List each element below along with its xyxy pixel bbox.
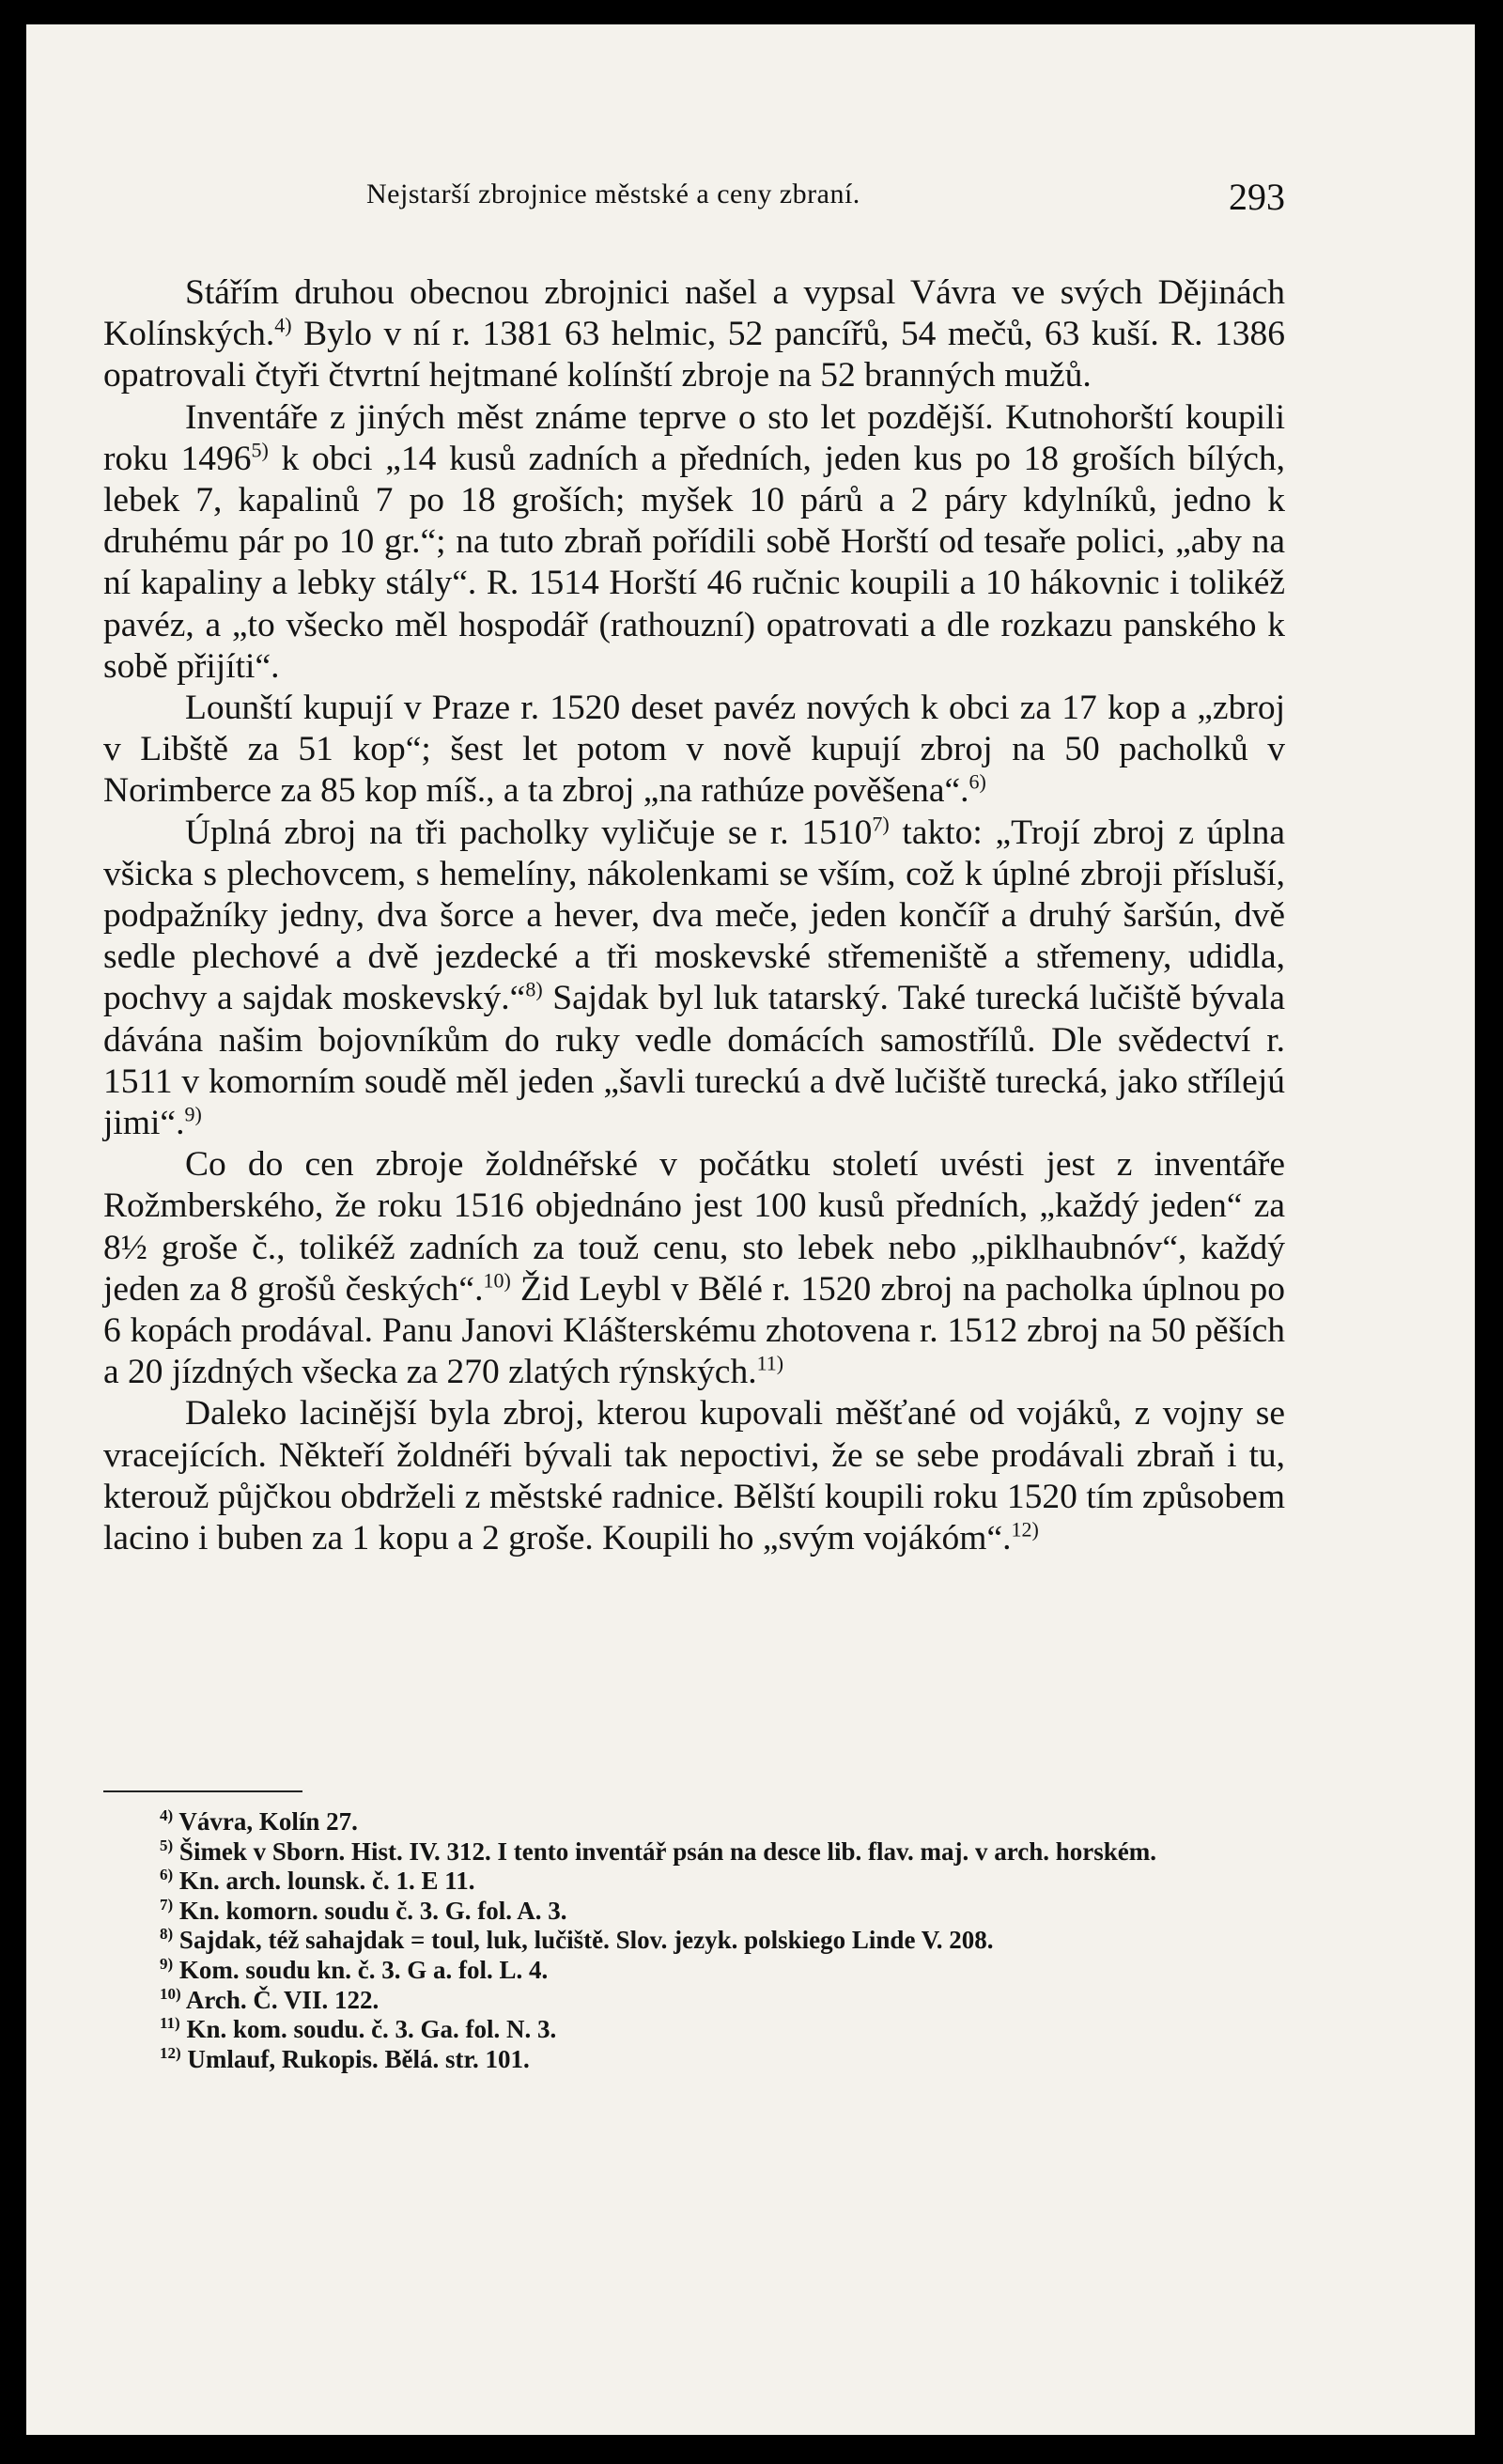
paragraph xyxy=(103,397,1285,688)
footnote xyxy=(103,2045,1285,2075)
footnote-text: Umlauf, Rukopis. Bělá. str. 101. xyxy=(180,2044,530,2073)
paragraph xyxy=(103,1144,1285,1393)
footnote-text: Kn. arch. lounsk. č. 1. E 11. xyxy=(173,1867,475,1896)
footnote-ref: 11) xyxy=(756,1351,784,1375)
footnote xyxy=(103,1956,1285,1986)
footnote-text: Sajdak, též sahajdak = toul, luk, lučiště. Slov. jezyk. polskiego Linde V. 208. xyxy=(173,1926,994,1955)
footnote xyxy=(103,1986,1285,2016)
footnote-ref: 5) xyxy=(251,438,269,462)
text-run: Úplná zbroj na tři pacholky vyličuje se r. 1510 xyxy=(185,813,873,852)
text-run: Žid Leybl v Bělé r. 1520 zbroj na pacholka úplnou po 6 kopách prodával. Panu Janovi Klášterskému zhotovena r. 1512 zbroj na 50 pěších a 20 jízdných všecka za 270 zlatých rýnských. xyxy=(103,1269,1285,1392)
footnote-mark: 4) xyxy=(160,1806,174,1824)
footnote-divider xyxy=(103,1790,302,1792)
text-run: Sajdak byl luk tatarský. Také turecká lučiště bývala dávána našim bojovníkům do ruky vedle domácích samostřílů. Dle svědectví r. 1511 v komorním soudě měl jeden „šavli tureckú a dvě lučiště turecká, jako střílejú jimi“. xyxy=(103,979,1285,1143)
footnote-mark: 10) xyxy=(160,1984,181,2003)
footnote-ref: 4) xyxy=(274,313,292,337)
footnote-mark: 8) xyxy=(160,1925,174,1944)
running-title: Nejstarší zbrojnice městské a ceny zbraní. xyxy=(366,178,860,209)
text-run: Lounští kupují v Praze r. 1520 deset pavéz nových k obci za 17 kop a „zbroj v Libště za 51 kop“; šest let potom v nově kupují zbroj na 50 pacholků v Norimberce za 85 kop míš., a ta zbroj „na rathúze pověšena“. xyxy=(103,689,1285,811)
paragraph xyxy=(103,688,1285,813)
footnote-mark: 5) xyxy=(160,1836,174,1854)
footnote-ref: 12) xyxy=(1011,1517,1039,1542)
footnote-ref: 7) xyxy=(872,812,890,836)
footnote-text: Kom. soudu kn. č. 3. G a. fol. L. 4. xyxy=(173,1955,549,1984)
text-run: Co do cen zbroje žoldnéřské v počátku století uvésti jest z inventáře Rožmberského, že roku 1516 objednáno jest 100 kusů předních, „každý jeden“ za 8½ groše č., tolikéž zadních za touž cenu, sto lebek nebo „piklhaubnóv“, každý jeden za 8 grošů českých“. xyxy=(103,1145,1285,1309)
paragraph xyxy=(103,813,1285,1145)
paragraph xyxy=(103,1393,1285,1559)
footnote xyxy=(103,1807,1285,1837)
footnote xyxy=(103,1837,1285,1867)
footnote-mark: 7) xyxy=(160,1895,174,1914)
page-header xyxy=(103,178,1285,235)
text-run: Bylo v ní r. 1381 63 helmic, 52 pancířů, 54 mečů, 63 kuší. R. 1386 opatrovali čtyři čtvrtní hejtmané kolínští zbroje na 52 branných mužů. xyxy=(103,315,1285,395)
page-number: 293 xyxy=(1229,176,1285,218)
text-run: Stářím druhou obecnou zbrojnici našel a vypsal Vávra ve svých Dějinách Kolínských. xyxy=(103,273,1285,354)
footnote-ref: 9) xyxy=(184,1102,202,1126)
footnote-mark: 9) xyxy=(160,1954,174,1973)
body-text xyxy=(103,272,1285,1559)
footnote-text: Šimek v Sborn. Hist. IV. 312. I tento inventář psán na desce lib. flav. maj. v arch. horském. xyxy=(173,1836,1157,1866)
text-run: Daleko lacinější byla zbroj, kterou kupovali měšťané od vojáků, z vojny se vracejících. Někteří žoldnéři bývali tak nepoctivi, že se sebe prodávali zbraň i tu, kterouž půjčkou obdrželi z městské radnice. Bělští koupili roku 1520 tím způsobem lacino i buben za 1 kopu a 2 groše. Koupili ho „svým vojákóm“. xyxy=(103,1394,1285,1558)
footnote-text: Kn. kom. soudu. č. 3. Ga. fol. N. 3. xyxy=(179,2015,557,2044)
footnote-text: Arch. Č. VII. 122. xyxy=(180,1985,380,2014)
footnote-text: Kn. komorn. soudu č. 3. G. fol. A. 3. xyxy=(173,1896,567,1925)
footnote-mark: 12) xyxy=(160,2043,181,2062)
text-run: takto: „Trojí zbroj z úplna všicka s plechovcem, s hemelíny, nákolenkami se vším, což k úplné zbroji přísluší, podpažníky jedny, dva šorce a hever, dva meče, jeden končíř a druhý šaršún, dvě sedle plechové a dvě jezdecké a tři moskevské střemeniště a střemeny, udidla, pochvy a sajdak moskevský.“ xyxy=(103,813,1285,1018)
footnote-mark: 11) xyxy=(160,2014,180,2033)
text-run: k obci „14 kusů zadních a předních, jeden kus po 18 groších bílých, lebek 7, kapalinů 7 po 18 groších; myšek 10 párů a 2 páry kdylníků, jedno k druhému pár po 10 gr.“; na tuto zbraň pořídili sobě Horští od tesaře polici, „aby na ní kapaliny a lebky stály“. R. 1514 Horští 46 ručnic koupili a 10 hákovnic i tolikéž pavéz, a „to všecko měl hospodář (rathouzní) opatrovati a dle rozkazu panského k sobě přijíti“. xyxy=(103,439,1285,686)
footnote xyxy=(103,1926,1285,1956)
paragraph xyxy=(103,272,1285,397)
footnote-text: Vávra, Kolín 27. xyxy=(173,1807,358,1836)
footnote xyxy=(103,2015,1285,2045)
text-run: Inventáře z jiných měst známe teprve o sto let pozdější. Kutnohorští koupili roku 1496 xyxy=(103,397,1285,478)
footnote xyxy=(103,1867,1285,1897)
footnotes xyxy=(103,1807,1285,2074)
footnote-ref: 6) xyxy=(968,769,986,794)
footnote-ref: 8) xyxy=(525,977,543,1001)
footnote-ref: 10) xyxy=(483,1268,511,1293)
footnote-mark: 6) xyxy=(160,1866,174,1884)
footnote xyxy=(103,1897,1285,1927)
